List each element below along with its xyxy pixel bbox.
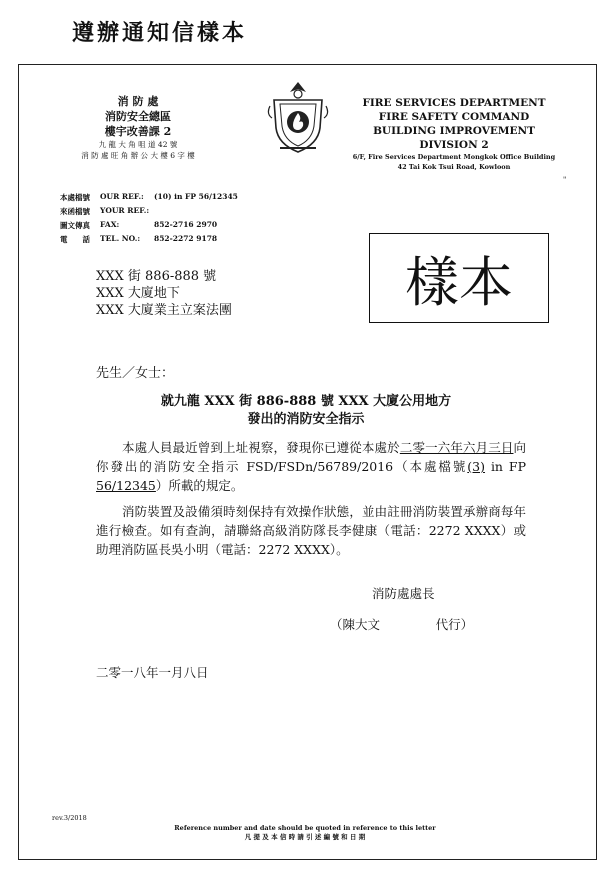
ref-value: (10) in FP 56/12345 bbox=[154, 192, 238, 201]
footer-zh: 凡 提 及 本 信 時 請 引 述 編 號 和 日 期 bbox=[244, 833, 366, 841]
fire-services-crest-icon bbox=[266, 80, 330, 156]
zh-command-name: 消防安全總區 bbox=[105, 110, 171, 123]
ref-label-en: FAX: bbox=[100, 220, 120, 229]
en-command-name: FIRE SAFETY COMMAND bbox=[378, 111, 530, 123]
tel-row bbox=[60, 234, 238, 248]
footer-note bbox=[170, 824, 440, 842]
ref-label-zh: 圖文傳真 bbox=[60, 221, 90, 230]
file-ref-code: 56/12345 bbox=[96, 478, 156, 493]
para-text: 向你發出的消防安全指示 FSD/FSDn/56789/2016（本處檔號 bbox=[96, 440, 526, 474]
stray-mark: " bbox=[563, 176, 567, 184]
chinese-letterhead bbox=[58, 94, 218, 161]
subject-line: 就九龍 XXX 街 886-888 號 XXX 大廈公用地方 bbox=[160, 394, 452, 409]
ref-label-en: YOUR REF.: bbox=[100, 206, 150, 215]
subject-line: 發出的消防安全指示 bbox=[247, 412, 365, 427]
zh-dept-name: 消 防 處 bbox=[117, 95, 159, 108]
fax-row bbox=[60, 220, 238, 234]
ref-label-zh: 來函檔號 bbox=[60, 207, 90, 216]
ref-value: 852-2716 2970 bbox=[154, 220, 218, 229]
zh-division-name: 樓宇改善課 2 bbox=[104, 125, 172, 138]
en-dept-name: FIRE SERVICES DEPARTMENT bbox=[362, 97, 546, 109]
letter-date: 二零一八年一月八日 bbox=[96, 665, 209, 680]
ref-label-en: TEL. NO.: bbox=[100, 234, 141, 243]
para-text: in FP bbox=[490, 459, 526, 474]
file-ref-number: (3) bbox=[467, 459, 486, 474]
paragraph-compliance bbox=[96, 438, 526, 495]
letter-subject bbox=[96, 393, 516, 429]
english-letterhead bbox=[348, 96, 560, 172]
ref-value: 852-2272 9178 bbox=[154, 234, 218, 243]
zh-address-line-1: 九 龍 大 角 咀 道 42 號 bbox=[98, 140, 178, 149]
salutation: 先生／女士： bbox=[96, 366, 175, 381]
para-text: ）所載的規定。 bbox=[155, 478, 244, 493]
zh-address-line-2: 消 防 處 旺 角 辦 公 大 樓 6 字 樓 bbox=[81, 151, 195, 160]
page-title: 遵辦通知信樣本 bbox=[72, 21, 248, 46]
ref-label-en: OUR REF.: bbox=[100, 192, 144, 201]
recipient-line: XXX 大廈業主立案法團 bbox=[96, 303, 232, 318]
footer-en: Reference number and date should be quoted in reference to this letter bbox=[174, 824, 436, 832]
recipient-address bbox=[96, 268, 232, 319]
en-division-name: BUILDING IMPROVEMENT DIVISION 2 bbox=[373, 125, 535, 151]
recipient-line: XXX 大廈地下 bbox=[96, 286, 180, 301]
directive-date: 二零一六年六月三日 bbox=[399, 440, 514, 455]
signatory-line: （陳大文 代行） bbox=[330, 617, 474, 632]
ref-label-zh: 本處檔號 bbox=[60, 193, 90, 202]
ref-label-zh: 電 話 bbox=[60, 235, 90, 244]
para-text: 本處人員最近曾到上址視察，發現你已遵從本處於 bbox=[122, 440, 400, 455]
revision-label: rev.3/2018 bbox=[52, 814, 87, 822]
en-address-line-1: 6/F, Fire Services Department Mongkok Office Building bbox=[352, 153, 556, 161]
reference-block bbox=[60, 192, 238, 248]
sample-stamp: 樣本 bbox=[369, 233, 549, 323]
recipient-line: XXX 街 886-888 號 bbox=[96, 269, 217, 284]
paragraph-maintenance: 消防裝置及設備須時刻保持有效操作狀態，並由註冊消防裝置承辦商每年進行檢查。如有查詢，請聯絡高級消防隊長李健康（電話：2272 XXXX）或助理消防區長吳小明（電話：2272 XXXX）。 bbox=[96, 504, 526, 557]
your-ref-row bbox=[60, 206, 238, 220]
en-address-line-2: 42 Tai Kok Tsui Road, Kowloon bbox=[397, 163, 511, 171]
signatory-title: 消防處處長 bbox=[372, 586, 435, 601]
our-ref-row bbox=[60, 192, 238, 206]
